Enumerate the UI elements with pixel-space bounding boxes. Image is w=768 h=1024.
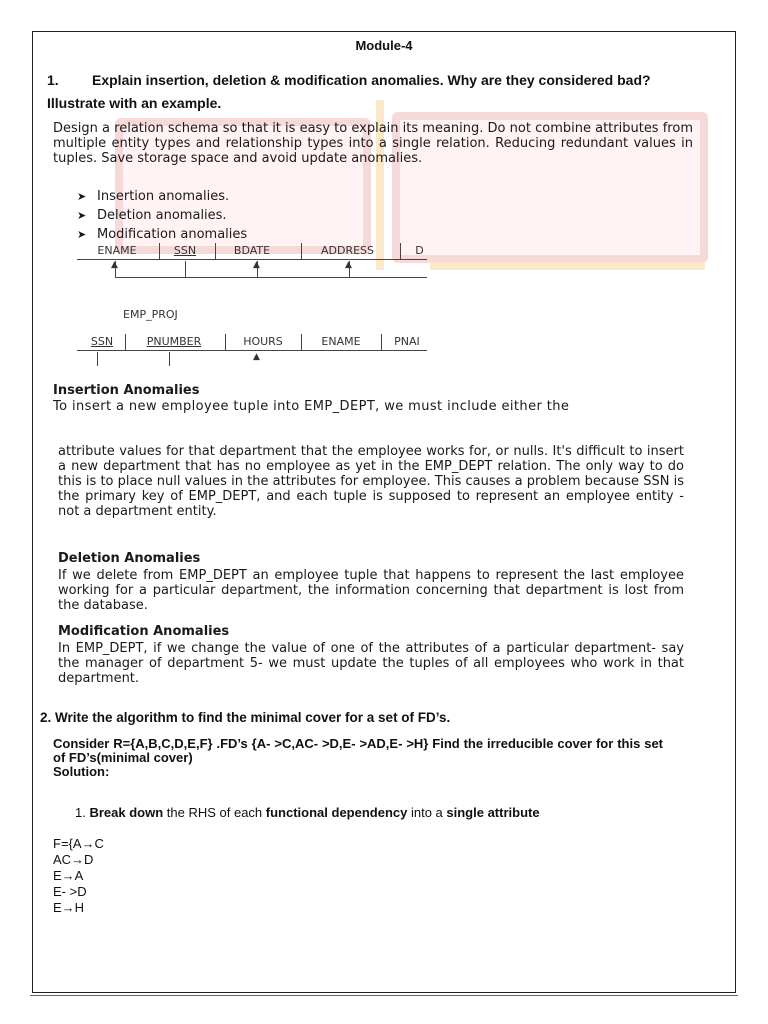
schema-column: D (415, 244, 424, 257)
schema-column: ENAME (321, 335, 361, 348)
schema-column-key: SSN (173, 244, 197, 257)
insertion-body: attribute values for that department that the employee works for, or nulls. It's difficult to insert a new department that has no employee as yet in the EMP_DEPT relation. The only way to do this is to place null values in the attributes for employee. This causes a problem because SSN is the primary key of EMP_DEPT, and each tuple is supposed to represent an employee entity - not a department entity. (58, 444, 684, 519)
intro-paragraph: Design a relation schema so that it is easy to explain its meaning. Do not combine attributes from multiple entity types and relationship types into a single relation. Reducing redundant values in tuples. Save storage space and avoid update anomalies. (53, 121, 693, 166)
modification-heading: Modification Anomalies (58, 624, 230, 639)
module-title: Module-4 (355, 38, 413, 53)
arrow-bullet-icon: ➤ (77, 209, 87, 222)
arrow-up-icon: ▲ (253, 260, 260, 270)
schema-column: PNAI (394, 335, 420, 348)
fd-line: F={A→C (53, 836, 104, 851)
question-1-text: Explain insertion, deletion & modification anomalies. Why are they considered bad? (92, 72, 651, 88)
arrow-up-icon: ▲ (111, 260, 118, 270)
bullet-modification: ➤ Modification anomalies (77, 227, 248, 242)
deletion-heading: Deletion Anomalies (58, 551, 201, 566)
arrow-up-icon: ▲ (345, 260, 352, 270)
solution-label: Solution: (53, 764, 110, 779)
solution-intro: Consider R={A,B,C,D,E,F} .FD’s {A- >C,AC- >D,E- >AD,E- >H} Find the irreducible cover for this set of FD’s(minimal cover) Solution: (53, 736, 663, 779)
arrow-up-icon: ▲ (253, 352, 260, 362)
schema-column: ENAME (97, 244, 137, 257)
step-1: 1. Break down the RHS of each functional dependency into a single attribute (75, 805, 540, 820)
modification-body: In EMP_DEPT, if we change the value of one of the attributes of a particular department- say the manager of department 5- we must update the tuples of all employees who work in that department. (58, 641, 684, 686)
question-1-number: 1. (47, 72, 59, 88)
bullet-deletion: ➤ Deletion anomalies. (77, 208, 227, 223)
insertion-heading: Insertion Anomalies (53, 383, 200, 398)
bullet-insertion: ➤ Insertion anomalies. (77, 189, 230, 204)
fd-line: E- >D (53, 884, 87, 899)
insertion-line-1: To insert a new employee tuple into EMP_DEPT, we must include either the (53, 399, 570, 414)
watermark-bar (430, 262, 705, 270)
fd-line: E→H (53, 900, 85, 915)
schema-column: HOURS (243, 335, 283, 348)
schema-column: BDATE (233, 244, 271, 257)
emp-proj-label: EMP_PROJ (123, 308, 178, 321)
arrow-bullet-icon: ➤ (77, 228, 87, 241)
fd-line: AC→D (53, 852, 94, 867)
schema-column-key: PNUMBER (146, 335, 202, 348)
schema-column-key: SSN (90, 335, 114, 348)
arrow-bullet-icon: ➤ (77, 190, 87, 203)
deletion-body: If we delete from EMP_DEPT an employee tuple that happens to represent the last employee working for a particular department, the information concerning that department is lost from the database. (58, 568, 684, 613)
schema-column: ADDRESS (320, 244, 375, 257)
question-1-continuation: Illustrate with an example. (47, 95, 222, 111)
fd-line: E→A (53, 868, 84, 883)
emp-proj-schema (77, 334, 427, 370)
emp-dept-schema (77, 243, 427, 283)
question-2-text: 2. Write the algorithm to find the minimal cover for a set of FD’s. (40, 710, 451, 725)
